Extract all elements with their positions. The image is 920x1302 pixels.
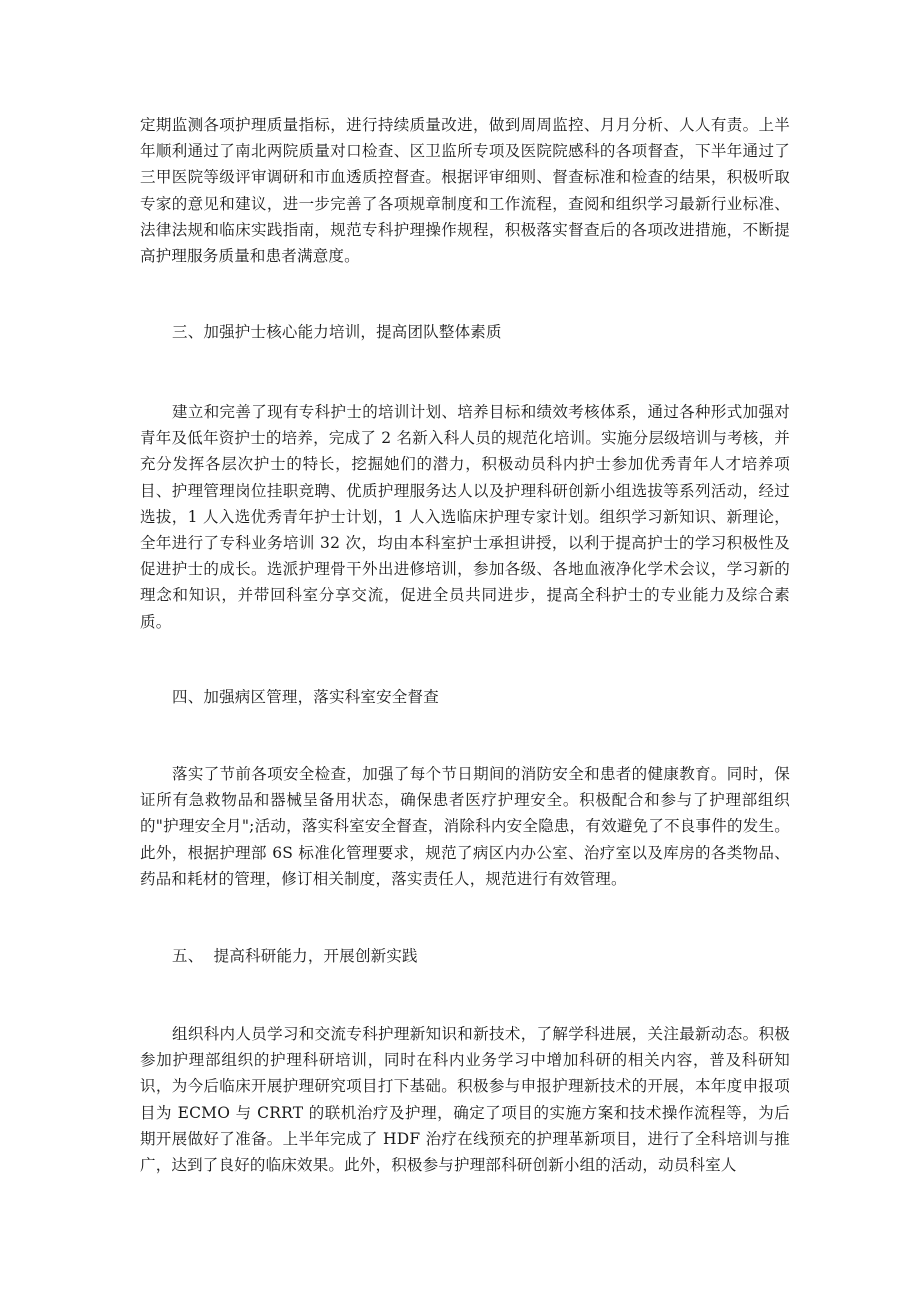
paragraph-nurse-training: 建立和完善了现有专科护士的培训计划、培养目标和绩效考核体系，通过各种形式加强对青年及低年资护士的培养，完成了 2 名新入科人员的规范化培训。实施分层级培训与考核，并充分发挥各层次护士的特长，挖掘她们的潜力，积极动员科内护士参加优秀青年人才培养项目、护理管理岗位挂职竞聘、优质护理服务达人以及护理科研创新小组选拔等系列活动，经过选拔，1 人入选优秀青年护士计划，1 人入选临床护理专家计划。组织学习新知识、新理论，全年进行了专科业务培训 32 次，均由本科室护士承担讲授，以利于提高护士的学习积极性及促进护士的成长。选派护理骨干外出进修培训，参加各级、各地血液净化学术会议，学习新的理念和知识，并带回科室分享交流，促进全员共同进步，提高全科护士的专业能力及综合素质。 [140,403,790,631]
paragraph-ward-safety: 落实了节前各项安全检查，加强了每个节日期间的消防安全和患者的健康教育。同时，保证所有急救物品和器械呈备用状态，确保患者医疗护理安全。积极配合和参与了护理部组织的"护理安全月";活动，落实科室安全督查，消除科内安全隐患，有效避免了不良事件的发生。此外，根据护理部 6S 标准化管理要求，规范了病区内办公室、治疗室以及库房的各类物品、药品和耗材的管理，修订相关制度，落实责任人，规范进行有效管理。 [140,765,790,888]
section-heading-4: 四、加强病区管理，落实科室安全督查 [172,688,439,706]
paragraph-quality-monitoring: 定期监测各项护理质量指标，进行持续质量改进，做到周周监控、月月分析、人人有责。上半年顺利通过了南北两院质量对口检查、区卫监所专项及医院院感科的各项督查，下半年通过了三甲医院等级评审调研和市血透质控督查。根据评审细则、督查标准和检查的结果，积极听取专家的意见和建议，进一步完善了各项规章制度和工作流程，查阅和组织学习最新行业标准、法律法规和临床实践指南，规范专科护理操作规程，积极落实督查后的各项改进措施，不断提高护理服务质量和患者满意度。 [140,116,790,266]
section-heading-3: 三、加强护士核心能力培训，提高团队整体素质 [172,323,502,341]
paragraph-research-innovation: 组织科内人员学习和交流专科护理新知识和新技术，了解学科进展，关注最新动态。积极参加护理部组织的护理科研培训，同时在科内业务学习中增加科研的相关内容，普及科研知识，为今后临床开展护理研究项目打下基础。积极参与申报护理新技术的开展，本年度申报项目为 ECMO 与 CRRT 的联机治疗及护理，确定了项目的实施方案和技术操作流程等，为后期开展做好了准备。上半年完成了 HDF 治疗在线预充的护理革新项目，进行了全科培训与推广，达到了良好的临床效果。此外，积极参与护理部科研创新小组的活动，动员科室人 [140,1025,790,1175]
section-heading-5: 五、 提高科研能力，开展创新实践 [172,947,418,965]
